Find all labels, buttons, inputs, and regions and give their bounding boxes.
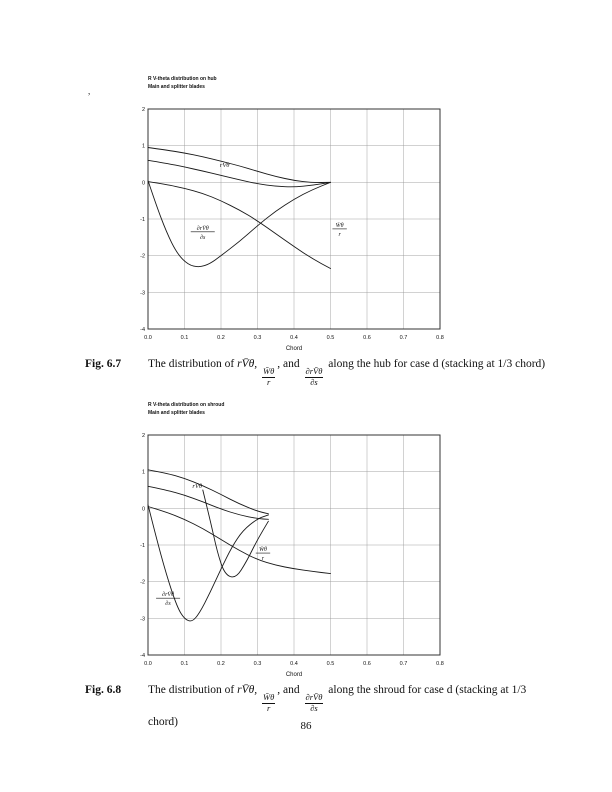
- frac-numerator: ∂rV̄θ: [305, 366, 323, 376]
- curve-label: rV̄θ: [192, 482, 203, 490]
- y-tick-label: 1: [141, 143, 145, 150]
- y-tick-label: 1: [141, 469, 145, 476]
- frac-denominator: r: [267, 376, 271, 387]
- caption-part: , and: [277, 358, 303, 370]
- svg-text:∂s: ∂s: [200, 234, 206, 241]
- x-tick-label: 0.5: [326, 661, 335, 667]
- y-tick-label: -4: [140, 653, 145, 659]
- page-number: 86: [300, 720, 312, 732]
- series-Wtheta_r_main: [148, 507, 331, 574]
- frac-denominator: ∂s: [310, 376, 318, 387]
- chart-title: R V-theta distribution on shroud: [148, 402, 225, 408]
- x-tick-label: 0.3: [253, 661, 262, 667]
- x-tick-label: 0.2: [217, 335, 225, 341]
- x-tick-label: 0.8: [436, 335, 444, 341]
- caption-text: [148, 356, 550, 388]
- series-rVtheta_splitter: [148, 160, 331, 187]
- y-tick-label: -4: [140, 327, 145, 333]
- figure-label: Fig. 6.7: [85, 358, 122, 370]
- caption-frac-wtheta-r: [262, 367, 275, 388]
- chart-title: R V-theta distribution on hub: [148, 76, 217, 82]
- curve-label: rV̄θ: [219, 161, 230, 169]
- figure-6-7: [120, 76, 460, 367]
- y-tick-label: 2: [141, 107, 145, 113]
- svg-text:W̄θ: W̄θ: [258, 547, 267, 554]
- y-tick-label: -2: [140, 253, 145, 260]
- x-tick-label: 0.4: [290, 335, 298, 341]
- grid: [148, 109, 440, 329]
- svg-text:r: r: [338, 231, 341, 238]
- svg-text:∂rV̄θ: ∂rV̄θ: [162, 592, 175, 599]
- y-tick-label: 2: [141, 433, 145, 439]
- y-tick-label: 0: [141, 506, 145, 513]
- y-tick-label: -3: [140, 290, 145, 297]
- caption-frac-drvtheta-ds: [305, 693, 324, 714]
- x-tick-label: 0.1: [180, 661, 189, 667]
- svg-text:W̄θ: W̄θ: [335, 222, 344, 229]
- chart-header: [148, 76, 460, 91]
- tick-labels: [140, 107, 444, 341]
- series-drVtheta_ds_splitter: [203, 490, 269, 577]
- curve-label-frac: [332, 222, 346, 238]
- frac-numerator: W̄θ: [263, 366, 275, 376]
- x-axis-label: Chord: [285, 346, 303, 352]
- chart-subtitle: Main and splitter blades: [148, 409, 205, 416]
- stray-mark: ,: [88, 86, 91, 96]
- x-axis-label: Chord: [285, 672, 303, 678]
- svg-text:∂s: ∂s: [165, 601, 171, 608]
- caption-frac-wtheta-r: [262, 693, 275, 714]
- x-tick-label: 0.8: [436, 661, 444, 667]
- chart-subtitle: Main and splitter blades: [148, 83, 205, 90]
- x-tick-label: 0.0: [144, 661, 152, 667]
- series-rVtheta_main: [148, 470, 268, 514]
- svg-text:r: r: [261, 556, 265, 563]
- x-tick-label: 0.2: [217, 661, 225, 667]
- y-tick-label: -1: [140, 543, 145, 549]
- y-tick-label: 0: [141, 180, 145, 187]
- series-rVtheta_splitter: [148, 486, 268, 519]
- frac-numerator: W̄θ: [263, 692, 275, 702]
- figure-caption-6-7: [85, 356, 565, 388]
- chart-shroud: [120, 429, 460, 693]
- series-drVtheta_ds_main: [148, 181, 331, 267]
- caption-frac-drvtheta-ds: [305, 367, 324, 388]
- caption-math-rvtheta: rV̄θ,: [237, 684, 261, 696]
- x-tick-label: 0.7: [399, 335, 408, 341]
- y-tick-label: -1: [140, 217, 145, 223]
- caption-part: , and: [277, 684, 303, 696]
- caption-part: along the hub for case d (stacking at 1/3 chord): [325, 358, 546, 370]
- x-tick-label: 0.6: [363, 335, 371, 341]
- y-tick-label: -2: [140, 579, 145, 586]
- chart-hub: [120, 103, 460, 367]
- x-tick-label: 0.5: [326, 335, 335, 341]
- y-tick-label: -3: [140, 616, 145, 623]
- x-tick-label: 0.0: [144, 335, 152, 341]
- x-tick-label: 0.1: [180, 335, 189, 341]
- tick-labels: [140, 433, 444, 667]
- x-tick-label: 0.6: [363, 661, 371, 667]
- x-tick-label: 0.4: [290, 661, 298, 667]
- figure-label: Fig. 6.8: [85, 684, 122, 696]
- caption-math-rvtheta: rV̄θ,: [237, 358, 261, 370]
- frac-numerator: ∂rV̄θ: [305, 692, 323, 702]
- x-tick-label: 0.7: [399, 661, 408, 667]
- frac-denominator: ∂s: [310, 702, 318, 713]
- caption-part: The distribution of: [148, 358, 238, 370]
- caption-part: The distribution of: [148, 684, 238, 696]
- caption-part: along the shroud for case d (stacking at 1/3 chord): [148, 684, 530, 728]
- frac-denominator: r: [267, 702, 271, 713]
- chart-header: [148, 402, 460, 417]
- grid: [148, 435, 440, 655]
- svg-text:∂rV̄θ: ∂rV̄θ: [196, 225, 209, 232]
- curve-label-frac: [191, 225, 215, 241]
- x-tick-label: 0.3: [253, 335, 262, 341]
- figure-6-8: [120, 402, 460, 693]
